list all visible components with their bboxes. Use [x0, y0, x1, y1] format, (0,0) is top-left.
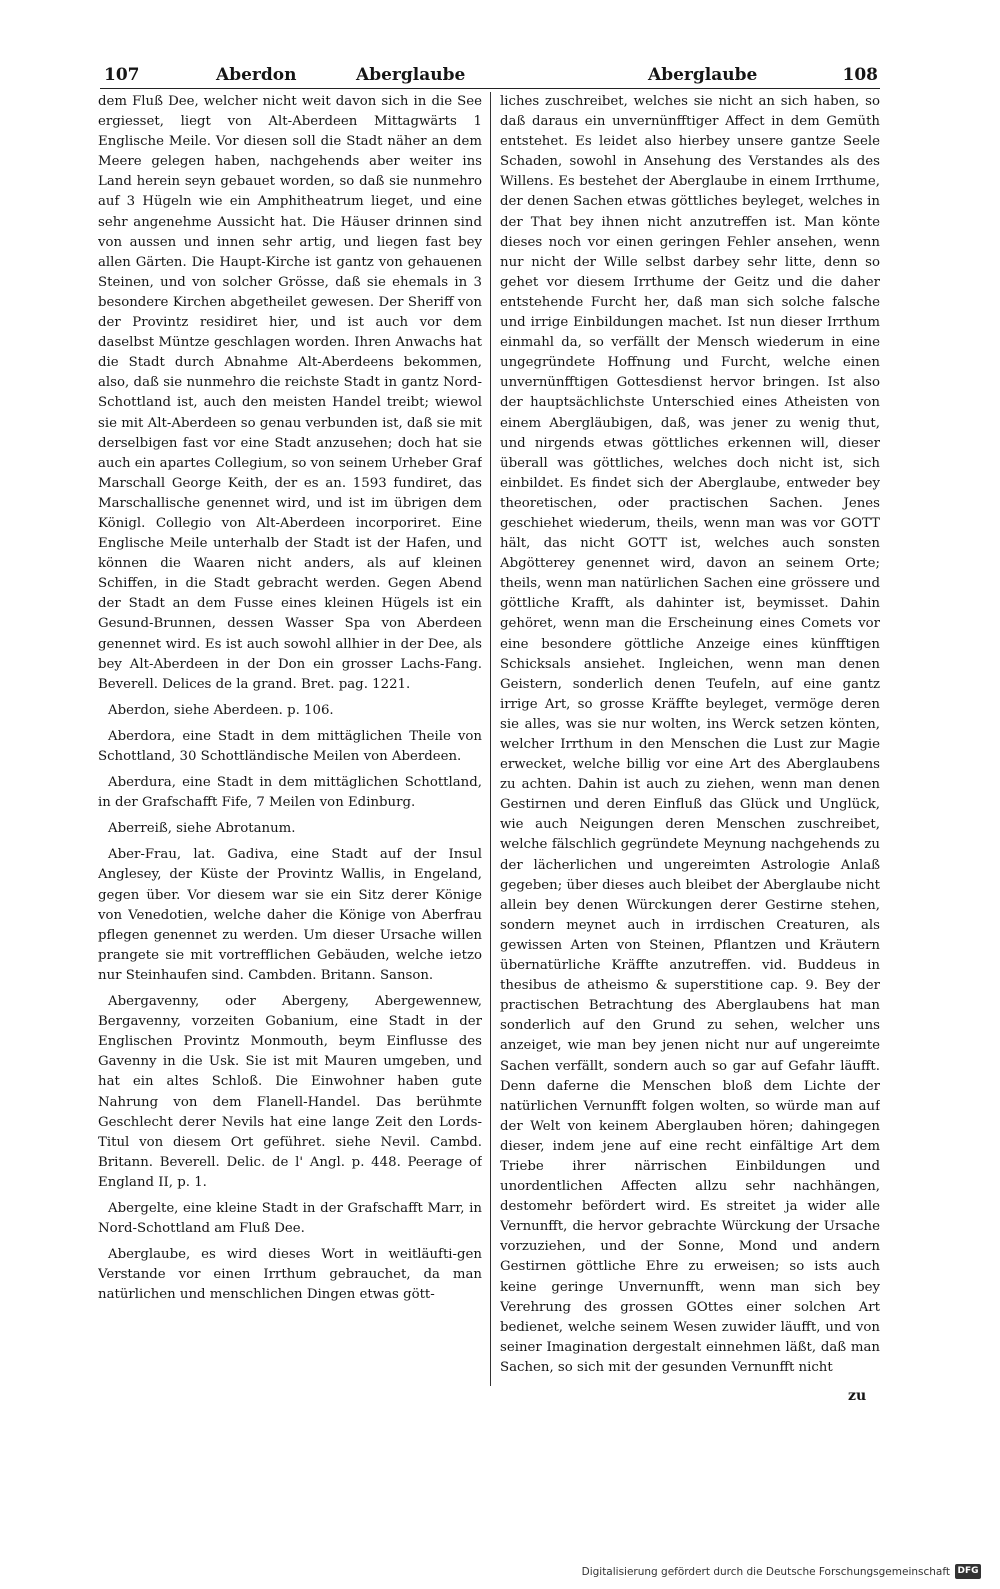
entry-abergavenny: Abergavenny, oder Abergeny, Abergewennew, Bergavenny, vorzeiten Gobanium, eine Stadt in der Englischen Provintz Monmouth, beym Einflusse des Gavenny in die Usk. Sie ist mit Mauren umgeben, und hat ein altes Schloß. Die Einwohner haben gute Nahrung von dem Flanell-Handel. Das berühmte Geschlecht derer Nevils hat eine lange Zeit den Lords-Titul von diesem Ort geführet. siehe Nevil. Cambd. Britann. Beverell. Delic. de l' Angl. p. 448. Peerage of England II, p. 1. [98, 994, 482, 1190]
left-page-number: 107 [104, 65, 140, 85]
entry-aberreiss: Aberreiß, siehe Abrotanum. [108, 821, 296, 837]
article-aberglaube-continuation: liches zuschreibet, welches sie nicht an sich haben, so daß daraus ein unvernünfftiger Affect in dem Gemüth entstehet. Es leidet also hierbey unsere gantze Seele Schaden, sowohl in Ansehung des Verstandes als des Willens. Es bestehet der Aberglaube in einem Irrthume, der denen Sachen etwas göttliches beyleget, welches in der That bey ihnen nicht anzutreffen ist. Man könte dieses noch vor einen geringen Fehler ansehen, wenn nur nicht der Wille selbst darbey sehr litte, denn so gehet vor diesem Irrthume der Geitz und die daher entstehende Furcht her, daß man sich solche falsche und irrige Einbildungen machet. Ist nun dieser Irrthum einmahl da, so verfällt der Mensch wiederum in eine ungegründete Hoffnung und Furcht, welche einen unvernünfftigen Gottesdienst hervor bringen. Ist also der hauptsächlichste Unterschied eines Atheisten von einem Abergläubigen, daß, was jener zu wenig thut, und nirgends etwas göttliches erkennen will, dieser überall was göttliches, welches doch nicht ist, sich einbildet. Es findet sich der Aberglaube, entweder bey theoretischen, oder practischen Sachen. Jenes geschiehet wiederum, theils, wenn man was vor GOTT hält, das nicht GOTT ist, welches auch sonsten Abgötterey genennet wird, davon an seinem Orte; theils, wenn man natürlichen Sachen eine grössere und göttliche Krafft, als dahinter ist, beymisset. Dahin gehöret, wenn man die Erscheinung eines Comets vor eine besondere göttliche Anzeige eines künfftigen Schicksals ansiehet. Ingleichen, wenn man denen Geistern, sonderlich denen Teufeln, auf eine gantz irrige Art, so grosse Kräffte beyleget, vermöge deren sie alles, was sie nur wolten, ins Werck setzen könten, welcher Irrthum in den Menschen die Lust zur Magie erwecket, welche billig vor eine Art des Aberglaubens zu achten. Dahin ist auch zu ziehen, wenn man denen Gestirnen und deren Einfluß das Glück und Unglück, wie auch Neigungen deren Menschen zuschreibet, welche fälschlich gegründete Meynung nachgehends zu der lächerlichen und ungereimten Astrologie Anlaß gegeben; über dieses auch bleibet der Aberglaube nicht allein bey denen Würckungen derer Gestirne stehen, sondern meynet auch in irrdischen Creaturen, als gewissen Arten von Steinen, Pflantzen und Kräutern übernatürliche Kräffte anzutreffen. vid. Buddeus in thesibus de atheismo & superstitione cap. 9. Bey der practischen Betrachtung des Aberglaubens hat man sonderlich auf den Grund zu sehen, welcher uns anzeiget, wie man bey jenen nicht nur auf ungereimte Sachen verfällt, sondern auch so gar auf Gefahr läufft. Denn daferne die Menschen bloß dem Lichte der natürlichen Vernunfft folgen wolten, so würde man auf der Welt von keinem Aberglauben hören; dahingegen dieser, indem jene auf eine recht einfältige Art dem Triebe ihrer närrischen Einbildungen und unordentlichen Affecten allzu sehr nachhängen, destomehr befördert wird. Es streitet ja wider alle Vernunfft, die hervor gebrachte Würckung der Ursache vorzuziehen, und der Sonne, Mond und andern Gestirnen göttliche Ehre zu erweisen; so ists auch keine geringe Unvernunfft, wenn man sich bey Verehrung des grossen GOttes einer solchen Art bedienet, welche seinem Wesen zuwider läufft, und von seiner Imagination dergestalt einnehmen läßt, daß man Sachen, so sich mit der gesunden Vernunfft nicht [500, 94, 880, 1375]
entry-aberdon: Aberdon, siehe Aberdeen. p. 106. [108, 702, 334, 718]
column-divider [490, 92, 491, 1386]
catchword: zu [848, 1388, 867, 1404]
left-column [98, 92, 482, 1401]
entry-aber-frau: Aber-Frau, lat. Gadiva, eine Stadt auf der Insul Anglesey, der Küste der Provintz Wallis, in Engeland, gegen über. Vor diesem war sie ein Sitz derer Könige von Venedotien, welche daher die Könige von Aberfrau pflegen genennet zu werden. Um dieser Ursache willen prangete sie mit vortrefflichen Gebäuden, welche ietzo nur Steinhaufen sind. Cambden. Britann. Sanson. [98, 847, 482, 983]
entry-abergelte: Abergelte, eine kleine Stadt in der Grafschafft Marr, in Nord-Schottland am Fluß Dee. [98, 1200, 482, 1237]
right-page-number: 108 [842, 65, 878, 85]
entry-aberglaube: Aberglaube, es wird dieses Wort in weitläufti-gen Verstande vor einen Irrthum gebrauchet, da man natürlichen und menschlichen Dingen etwas gött- [98, 1247, 482, 1303]
entry-aberdura: Aberdura, eine Stadt in dem mittäglichen Schottland, in der Grafschafft Fife, 7 Meilen von Edinburg. [98, 775, 482, 811]
article-aberdeen-continuation: dem Fluß Dee, welcher nicht weit davon sich in die See ergiesset, liegt von Alt-Aberdeen Mittagwärts 1 Englische Meile. Vor diesen soll die Stadt näher an dem Meere gelegen haben, nachgehends aber weiter ins Land herein seyn gebauet worden, so daß sie nunmehro auf 3 Hügeln wie ein Amphitheatrum lieget, und eine sehr angenehme Aussicht hat. Die Häuser drinnen sind von aussen und innen sehr artig, und liegen fast bey allen Gärten. Die Haupt-Kirche ist gantz von gehauenen Steinen, und von solcher Grösse, daß sie ehemals in 3 besondere Kirchen abgetheilet gewesen. Der Sheriff von der Provintz residiret hier, und ist auch vor dem daselbst Müntze geschlagen worden. Ihren Anwachs hat die Stadt durch Abnahme Alt-Aberdeens bekommen, also, daß sie nunmehro die reichste Stadt in gantz Nord-Schottland ist, auch den meisten Handel treibt; wiewol sie mit Alt-Aberdeen so genau verbunden ist, daß sie mit derselbigen fast vor eine Stadt anzusehen; doch hat sie auch ein apartes Collegium, so von seinem Urheber Graf Marschall George Keith, der es an. 1593 fundiret, das Marschallische genennet wird, und ist im übrigen dem Königl. Collegio von Alt-Aberdeen incorporiret. Eine Englische Meile unterhalb der Stadt ist der Hafen, und können die Waaren nicht anders, als auf kleinen Schiffen, in die Stadt gebracht werden. Gegen Abend der Stadt an dem Fusse eines kleinen Hügels ist ein Gesund-Brunnen, dessen Wasser Spa von Aberdeen genennet wird. Es ist auch sowohl allhier in der Dee, als bey Alt-Aberdeen in der Don ein grosser Lachs-Fang. Beverell. Delices de la grand. Bret. pag. 1221. [98, 94, 482, 692]
left-guide-word: Aberdon [216, 65, 297, 85]
right-main-title: Aberglaube [648, 65, 758, 85]
page-header [100, 64, 880, 89]
dfg-logo: DFG [955, 1564, 981, 1579]
digitization-credit: Digitalisierung gefördert durch die Deutsche Forschungsgemeinschaft [581, 1566, 950, 1578]
left-main-title: Aberglaube [356, 65, 466, 85]
entry-aberdora: Aberdora, eine Stadt in dem mittäglichen Theile von Schottland, 30 Schottländische Meilen von Aberdeen. [98, 728, 482, 764]
right-column [500, 92, 880, 1401]
